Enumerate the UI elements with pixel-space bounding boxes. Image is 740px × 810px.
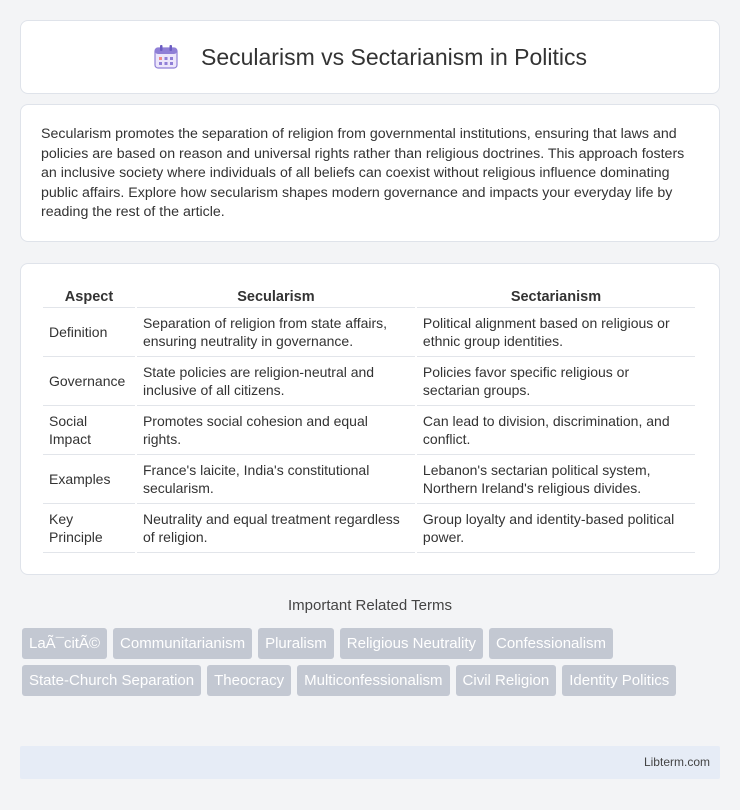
tag-confessionalism[interactable]: Confessionalism (489, 628, 613, 659)
tag-civil-religion[interactable]: Civil Religion (456, 665, 557, 696)
header-secularism: Secularism (137, 286, 415, 308)
row-aspect: Social Impact (43, 406, 135, 455)
tag-pluralism[interactable]: Pluralism (258, 628, 334, 659)
related-terms-title: Important Related Terms (288, 597, 452, 614)
row-sectarianism: Political alignment based on religious or ethnic group identities. (417, 308, 695, 357)
comparison-table (41, 286, 697, 553)
header-card (20, 20, 720, 94)
row-aspect: Governance (43, 357, 135, 406)
tag-religious-neutrality[interactable]: Religious Neutrality (340, 628, 483, 659)
row-sectarianism: Can lead to division, discrimination, and conflict. (417, 406, 695, 455)
row-sectarianism: Lebanon's sectarian political system, Northern Ireland's religious divides. (417, 455, 695, 504)
tag-communitarianism[interactable]: Communitarianism (113, 628, 252, 659)
row-sectarianism: Group loyalty and identity-based political power. (417, 504, 695, 553)
row-sectarianism: Policies favor specific religious or sectarian groups. (417, 357, 695, 406)
tag-laicite[interactable]: LaÃ¯citÃ© (22, 628, 107, 659)
row-aspect: Examples (43, 455, 135, 504)
intro-text: Secularism promotes the separation of religion from governmental institutions, ensuring that laws and policies are based on reason and universal rights rather than religious doctrines. This approach fosters an inclusive society where individuals of all beliefs can coexist without religious influence dominating public affairs. Explore how secularism shapes modern governance and impacts your everyday life by reading the rest of the article. (41, 126, 685, 221)
tag-identity-politics[interactable]: Identity Politics (562, 665, 676, 696)
table-row (43, 455, 695, 504)
table-header-row (43, 286, 695, 308)
comparison-card (20, 263, 720, 575)
table-row (43, 308, 695, 357)
table-row (43, 504, 695, 553)
header-sectarianism: Sectarianism (417, 286, 695, 308)
row-secularism: Promotes social cohesion and equal rights. (137, 406, 415, 455)
page-title: Secularism vs Sectarianism in Politics (200, 43, 587, 70)
tag-theocracy[interactable]: Theocracy (207, 665, 291, 696)
table-row (43, 357, 695, 406)
header (153, 44, 587, 71)
tag-multiconfessionalism[interactable]: Multiconfessionalism (297, 665, 449, 696)
footer-link[interactable]: Libterm.com (643, 755, 710, 769)
row-secularism: State policies are religion-neutral and inclusive of all citizens. (137, 357, 415, 406)
row-aspect: Definition (43, 308, 135, 357)
row-aspect: Key Principle (43, 504, 135, 553)
footer (20, 746, 720, 779)
calendar-icon (153, 44, 179, 70)
header-aspect: Aspect (43, 286, 135, 308)
intro-card (20, 104, 720, 242)
table-row (43, 406, 695, 455)
row-secularism: Neutrality and equal treatment regardless of religion. (137, 504, 415, 553)
row-secularism: Separation of religion from state affairs, ensuring neutrality in governance. (137, 308, 415, 357)
row-secularism: France's laicite, India's constitutional secularism. (137, 455, 415, 504)
tag-state-church-separation[interactable]: State-Church Separation (22, 665, 201, 696)
related-terms-tags (22, 628, 722, 702)
